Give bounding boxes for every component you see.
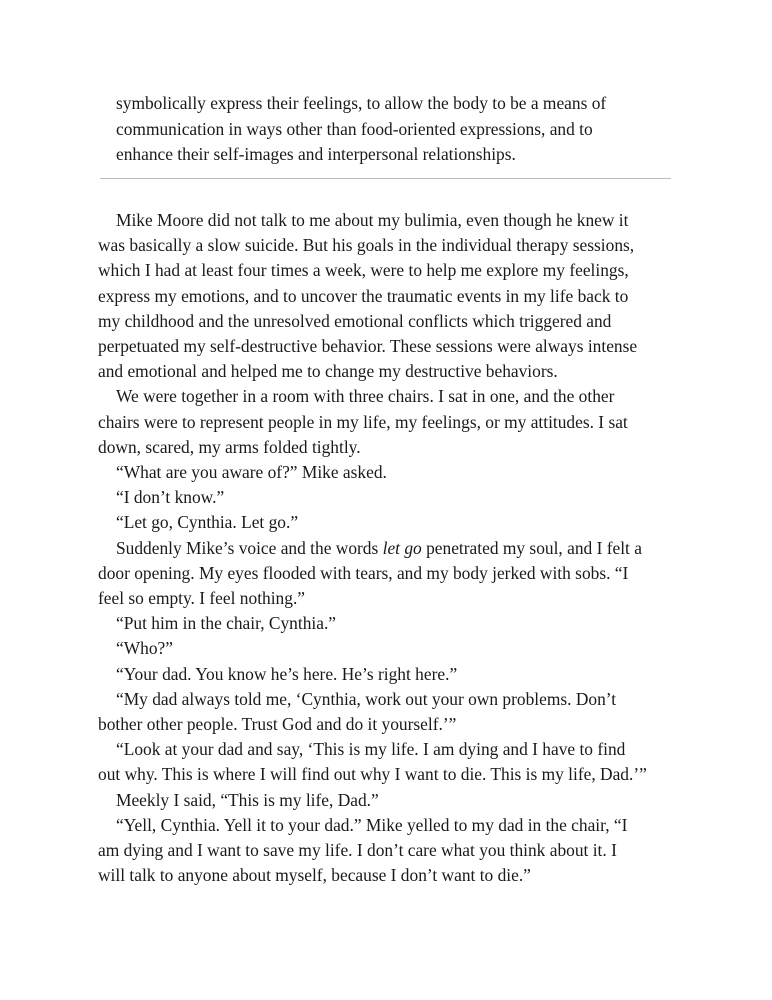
text-line: communication in ways other than food-oriented expressions, and to — [116, 118, 593, 139]
text-line: chairs were to represent people in my life, my feelings, or my attitudes. I sat — [98, 411, 628, 432]
text-line: We were together in a room with three chairs. I sat in one, and the other — [116, 386, 615, 407]
italic-phrase: let go — [382, 537, 422, 558]
text-line: Meekly I said, “This is my life, Dad.” — [116, 789, 379, 810]
text-line-with-italic — [98, 536, 678, 561]
text-line: bother other people. Trust God and do it yourself.’” — [98, 714, 457, 735]
text-line: symbolically express their feelings, to allow the body to be a means of — [116, 93, 607, 113]
section-divider — [100, 178, 671, 179]
text-line: “Put him in the chair, Cynthia.” — [116, 613, 337, 634]
text-line: enhance their self-images and interpersonal relationships. — [116, 144, 516, 165]
text-line: am dying and I want to save my life. I don’t care what you think about it. I — [98, 840, 617, 861]
text-line: will talk to anyone about myself, because I don’t want to die.” — [98, 865, 531, 886]
text-line: “I don’t know.” — [116, 487, 225, 508]
text-line: Mike Moore did not talk to me about my bulimia, even though he knew it — [116, 210, 629, 230]
text-line: which I had at least four times a week, were to help me explore my feelings, — [98, 260, 629, 281]
text-line: “My dad always told me, ‘Cynthia, work out your own problems. Don’t — [116, 688, 617, 709]
text-line: and emotional and helped me to change my destructive behaviors. — [98, 361, 558, 382]
text-line: out why. This is where I will find out why I want to die. This is my life, Dad.’” — [98, 764, 647, 785]
text-line: door opening. My eyes flooded with tears, and my body jerked with sobs. “I — [98, 562, 629, 583]
text-line: “Look at your dad and say, ‘This is my life. I am dying and I have to find — [116, 739, 626, 760]
text-line: feel so empty. I feel nothing.” — [98, 588, 306, 609]
text-line: my childhood and the unresolved emotional conflicts which triggered and — [98, 310, 612, 331]
text-line: “Who?” — [116, 638, 173, 659]
text-line: was basically a slow suicide. But his goals in the individual therapy sessions, — [98, 235, 635, 256]
text-line: down, scared, my arms folded tightly. — [98, 436, 361, 457]
text-line: “Let go, Cynthia. Let go.” — [116, 512, 299, 533]
text-segment: Suddenly Mike’s voice and the words — [116, 537, 383, 558]
text-segment: penetrated my soul, and I felt a — [421, 537, 642, 558]
text-line: perpetuated my self-destructive behavior. These sessions were always intense — [98, 336, 638, 357]
body-text — [98, 208, 678, 888]
block-quote — [116, 91, 696, 168]
text-line: “Your dad. You know he’s here. He’s right here.” — [116, 663, 458, 684]
text-line: express my emotions, and to uncover the traumatic events in my life back to — [98, 285, 629, 306]
text-line: “What are you aware of?” Mike asked. — [116, 462, 387, 483]
text-line: “Yell, Cynthia. Yell it to your dad.” Mike yelled to my dad in the chair, “I — [116, 814, 628, 835]
